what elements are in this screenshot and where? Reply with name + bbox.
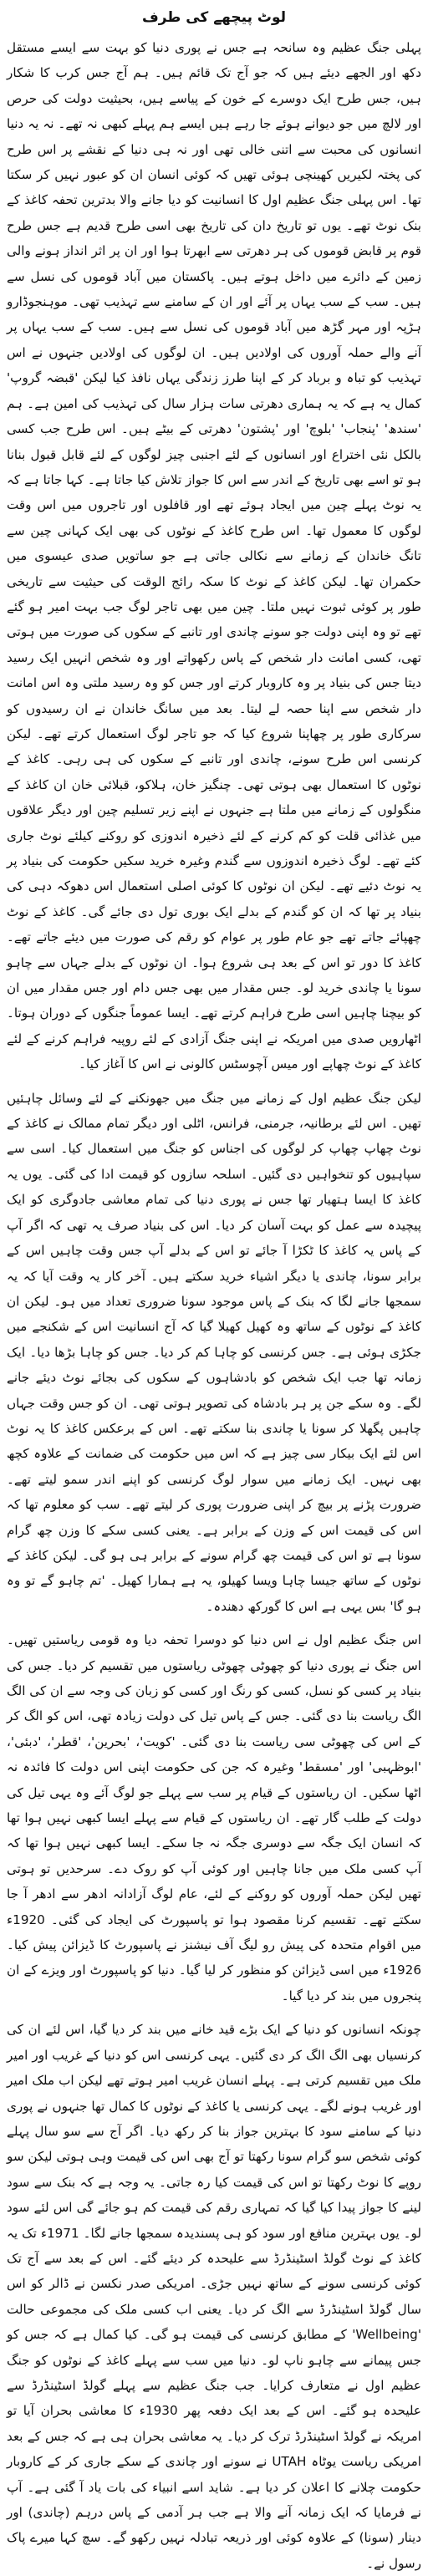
paragraph-2: لیکن جنگ عظیم اول کے زمانے میں جنگ میں جھونکنے کے لئے وسائل چاہئیں تھیں۔ اس لئے برطانیہ، جرمنی، فرانس، اٹلی اور دیگر تمام ممالک نے کاغذ کے نوٹ چھاپ چھاپ کر لوگوں کی اجناس کو جنگ میں استعمال کیا۔ اسی سے سپاہیوں کو تنخواہیں دی گئیں۔ اسلحہ سازوں کو قیمت ادا کی گئی۔ یوں یہ کاغذ کا ایسا ہتھیار تھا جس نے پوری دنیا کی تمام معاشی جادوگری کو ایک پیچیدہ سے عمل کو بہت آسان کر دیا۔ اس کی بنیاد صرف یہ تھی کہ اگر آپ کے پاس یہ کاغذ کا ٹکڑا آ جائے تو اس کے بدلے آپ جس وقت چاہیں اس کے برابر سونا، چاندی یا دیگر اشیاء خرید سکتے ہیں۔ آخر کار یہ وقت آیا کہ یہ سمجھا جانے لگا کہ بنک کے پاس موجود سونا ضروری تعداد میں ہو۔ لیکن ان کاغذ کے نوٹوں کے ساتھ وہ کھیل کھیلا گیا کہ آج انسانیت اس کے شکنجے میں جکڑی ہوئی ہے۔ جس کرنسی کو چاہا کم کر دیا۔ جس کو چاہا بڑھا دیا۔ ایک زمانہ تھا جب ایک شخص کو بادشاہوں کے سکوں کی بجائے نوٹ دیئے جانے لگے۔ وہ سکے جن پر ہر بادشاہ کی تصویر ہوتی تھی۔ ان کو جس وقت جہاں چاہیں پگھلا کر سونا یا چاندی بنا سکتے تھے۔ اس کے برعکس کاغذ کا یہ نوٹ اس لئے ایک بیکار سی چیز ہے کہ اس میں حکومت کی ضمانت کے علاوہ کچھ بھی نہیں۔ ایک زمانے میں سوار لوگ کرنسی کو اپنے اندر سمو لیتے تھے۔ ضرورت پڑنے پر بیچ کر اپنی ضرورت پوری کر لیتے تھے۔ سب کو معلوم تھا کہ اس کی قیمت اس کے وزن کے برابر ہے۔ یعنی کسی سکے کا وزن چھ گرام سونا ہے تو اس کی قیمت چھ گرام سونے کے برابر ہی ہو گی۔ لیکن کاغذ کے نوٹوں کے ساتھ جیسا چاہا ویسا کھیلو، یہ ہے ہمارا کھیل۔ 'تم چاہو گے تو وہ ہو گا' بس یہی ہے اس کا گورکھ دھندہ۔: [7, 1090, 421, 1614]
paragraph-3: اس جنگ عظیم اول نے اس دنیا کو دوسرا تحفہ دیا وہ قومی ریاستیں تھیں۔ اس جنگ نے پوری دنیا کو چھوٹی چھوٹی ریاستوں میں تقسیم کر دیا۔ جس کی بنیاد پر کسی کو نسل، کسی کو رنگ اور کسی کو زبان کی وجہ سے ان کی الگ الگ ریاست بنا دی گئی۔ جس کے پاس تیل کی دولت زیادہ تھی، اس کو الگ کر کے اس کی چھوٹی سی ریاست بنا دی گئی۔ 'کویت'، 'بحرین'، 'قطر'، 'دبئی'، 'ابوظہبی' اور 'مسقط' وغیرہ کہ جن کی حکومت اپنی اس دولت کا فائدہ نہ اٹھا سکیں۔ ان ریاستوں کے قیام پر سب سے پہلے جو لوگ آئے وہ یہی تیل کی دولت کے طلب گار تھے۔ ان ریاستوں کے قیام سے پہلے ایسا کبھی نہیں ہوا تھا کہ انسان ایک جگہ سے دوسری جگہ نہ جا سکے۔ ایسا کبھی نہیں ہوا تھا کہ آپ کسی ملک میں جانا چاہیں اور کوئی آپ کو روک دے۔ سرحدیں تو ہوتی تھیں لیکن حملہ آوروں کو روکنے کے لئے، عام لوگ آزادانہ ادھر سے ادھر آ جا سکتے تھے۔ تقسیم کرنا مقصود ہوا تو پاسپورٹ کی ایجاد کی گئی۔ 1920ء میں اقوام متحدہ کی پیش رو لیگ آف نیشنز نے پاسپورٹ کا ڈیزائن پیش کیا۔ 1926ء میں اسی ڈیزائن کو منظور کر لیا گیا۔ دنیا کو پاسپورٹ اور ویزے کے ان پنجروں میں بند کر دیا گیا۔: [7, 1632, 421, 2003]
article-title: لوٹ پیچھے کی طرف: [141, 9, 287, 26]
article-body: [7, 35, 421, 2576]
paragraph-4: چونکہ انسانوں کو دنیا کے ایک بڑے قید خانے میں بند کر دیا گیا، اس لئے ان کی کرنسیاں بھی الگ الگ کر دی گئیں۔ یہی کرنسی اس کو دنیا کے غریب اور امیر ملک میں تقسیم کرتی ہے۔ پہلے انسان غریب امیر ہوتے تھے لیکن اب ملک امیر اور غریب ہونے لگے۔ یہی کرنسی یا کاغذ کے نوٹوں کا کمال تھا جنہوں نے پوری دنیا کے سامنے سود کا بہترین جواز بنا کر رکھ دیا۔ اگر آج سے سو سال پہلے کوئی شخص سو گرام سونا رکھتا تو آج بھی اس کی قیمت وہی ہوتی لیکن سو روپے کا نوٹ رکھتا تو اس کی قیمت کیا رہ جاتی۔ یہ وجہ ہے کہ بنک سے سود لینے کا جواز پیدا کیا گیا کہ تمہاری رقم کی قیمت کم ہو جائے گی اس لئے سود لو۔ یوں بہترین منافع اور سود کو ہی پسندیدہ سمجھا جانے لگا۔ 1971ء تک یہ کاغذ کے نوٹ گولڈ اسٹینڈرڈ سے علیحدہ کر دیئے گئے۔ اس کے بعد سے آج تک کوئی کرنسی سونے کے ساتھ نہیں جڑی۔ امریکی صدر نکسن نے ڈالر کو اس سال گولڈ اسٹینڈرڈ سے الگ کر دیا۔ یعنی اب کسی ملک کی مجموعی حالت 'Wellbeing' کے مطابق کرنسی کی قیمت ہو گی۔ کیا کمال ہے کہ جس کو جس پیمانے سے چاہو ناپ لو۔ دنیا میں سب سے پہلے کاغذ کے نوٹوں کو جنگ عظیم اول نے متعارف کرایا۔ جب جنگ عظیم سے پہلے گولڈ اسٹینڈرڈ سے علیحدہ ہو گئے۔ اس کے بعد ایک دفعہ پھر 1930ء کا معاشی بحران آیا تو امریکہ نے گولڈ اسٹینڈرڈ ترک کر دیا۔ یہ معاشی بحران ہی ہے کہ جس کے بعد امریکی ریاست یوٹاہ UTAH نے سونے اور چاندی کے سکے جاری کر کے کاروبار حکومت چلانے کا اعلان کر دیا ہے۔ شاید اسے انبیاء کی بات یاد آ گئی ہے۔ آپ نے فرمایا کہ ایک زمانہ آنے والا ہے جب ہر آدمی کے پاس درہم (چاندی) اور دینار (سونا) کے علاوہ کوئی اور ذریعہ تبادلہ نہیں رکھو گے۔ سچ کہا میرے پاک رسول نے۔: [7, 2022, 421, 2571]
paragraph-1: پہلی جنگ عظیم وہ سانحہ ہے جس نے پوری دنیا کو بہت سے ایسے مستقل دکھ اور الجھے دیئے ہیں کہ جو آج تک قائم ہیں۔ ہم آج جس کرب کا شکار ہیں، جس طرح ایک دوسرے کے خون کے پیاسے ہیں، بحیثیت دولت کی حرص اور لالچ میں جو دیوانے ہوئے جا رہے ہیں ایسے ہم پہلے کبھی نہ تھے۔ نہ یہ دنیا انسانوں کی محبت سے اتنی خالی تھی اور نہ ہی دنیا کے نقشے پر اس طرح کی پختہ لکیریں کھینچی ہوئی تھیں کہ کوئی انسان ان کو عبور نہیں کر سکتا تھا۔ اس پہلی جنگ عظیم اول کا انسانیت کو دیا جانے والا بدترین تحفہ کاغذ کے بنک نوٹ تھے۔ یوں تو تاریخ دان کی تاریخ بھی اسی طرح قدیم ہے جس طرح قوم پر قابض قوموں کی ہر دھرتی سے ابھرتا ہوا اور ان پر اثر انداز ہونے والی زمین کے دائرے میں داخل ہوتے ہیں۔ پاکستان میں آباد قوموں کی نسل سے ہیں۔ سب کے سب یہاں پر آئے اور ان کے سامنے سے تہذیب تھی۔ موہنجوڈارو ہڑپہ اور مہر گڑھ میں آباد قوموں کی نسل سے ہیں۔ سب کے سب یہاں پر آنے والے حملہ آوروں کی اولادیں ہیں۔ ان لوگوں کی اولادیں جنہوں نے اس تہذیب کو تباہ و برباد کر کے اپنا طرز زندگی یہاں نافذ کیا لیکن 'قبضہ گروپ' کمال یہ ہے کہ یہ ہماری دھرتی سات ہزار سال کی تہذیب کی امین ہے۔ ہم 'سندھ' 'پنجاب' 'بلوچ' اور 'پشتون' دھرتی کے بیٹے ہیں۔ اس طرح جب کسی بالکل نئی اختراع اور انسانوں کے لئے اجنبی چیز لوگوں کے لئے قابل قبول بنانا ہو تو اسے بھی تاریخ کے اندر سے اس کا جواز تلاش کیا جاتا ہے۔ کہا جاتا ہے کہ یہ نوٹ پہلے چین میں ایجاد ہوئے تھے اور قافلوں اور تاجروں میں اس وقت لوگوں کا معمول تھا۔ اس طرح کاغذ کے نوٹوں کی بھی ایک کہانی چین سے تانگ خاندان کے زمانے سے نکالی جاتی ہے جو ساتویں صدی عیسوی میں حکمران تھا۔ لیکن کاغذ کے نوٹ کا سکہ رائج الوقت کی حیثیت سے تاریخی طور پر کوئی ثبوت نہیں ملتا۔ چین میں بھی تاجر لوگ جب بہت امیر ہو گئے تھے تو وہ اپنی دولت جو سونے چاندی اور تانبے کے سکوں کی صورت میں ہوتی تھی، کسی امانت دار شخص کے پاس رکھواتے اور وہ شخص انہیں ایک رسید دیتا جس کی بنیاد پر وہ کاروبار کرتے اور جس کو وہ رسید ملتی وہ اس امانت دار شخص سے اپنا حصہ لے لیتا۔ بعد میں سانگ خاندان نے ان رسیدوں کو سرکاری طور پر چھاپنا شروع کیا کہ جو تاجر لوگ استعمال کرتے تھے۔ لیکن کرنسی اس طرح سونے، چاندی اور تانبے کے سکوں کی ہی رہی۔ کاغذ کے نوٹوں کا استعمال بھی ہوتی تھی۔ چنگیز خان، ہلاکو، قبلائی خان ان کاغذ کے منگولوں کے زمانے میں ملتا ہے جنہوں نے اپنے زیر تسلیم چین اور دیگر علاقوں میں غذائی قلت کو کم کرنے کے لئے ذخیرہ اندوزی کو روکنے کیلئے نوٹ جاری کئے تھے۔ لوگ ذخیرہ اندوزوں سے گندم وغیرہ خرید سکیں حکومت کی بنیاد پر یہ نوٹ دئیے تھے۔ لیکن ان نوٹوں کا کوئی اصلی استعمال اس دھوکہ دہی کی بنیاد پر تھا کہ ان کو گندم کے بدلے ایک بوری تول دی جائے گی۔ کاغذ کے نوٹ چھپائے جاتے تھے جو عام طور پر عوام کو رقم کی صورت میں دیئے جاتے تھے۔ کاغذ کا دور تو اس کے بعد ہی شروع ہوا۔ ان نوٹوں کے بدلے جہاں سے چاہو سونا یا چاندی خرید لو۔ جس مقدار میں بھی جس دام اور جس مقدار میں ان کو بیچنا چاہیں اسی طرح فراہم کرتے تھے۔ ایسا عموماً جنگوں کے دوران ہوتا۔ اٹھارویں صدی میں امریکہ نے اپنی جنگ آزادی کے لئے روپیہ فراہم کرنے کے لئے کاغذ کے نوٹ چھاپے اور میس آچوسٹس کالونی نے اس کا آغاز کیا۔: [7, 40, 421, 1072]
